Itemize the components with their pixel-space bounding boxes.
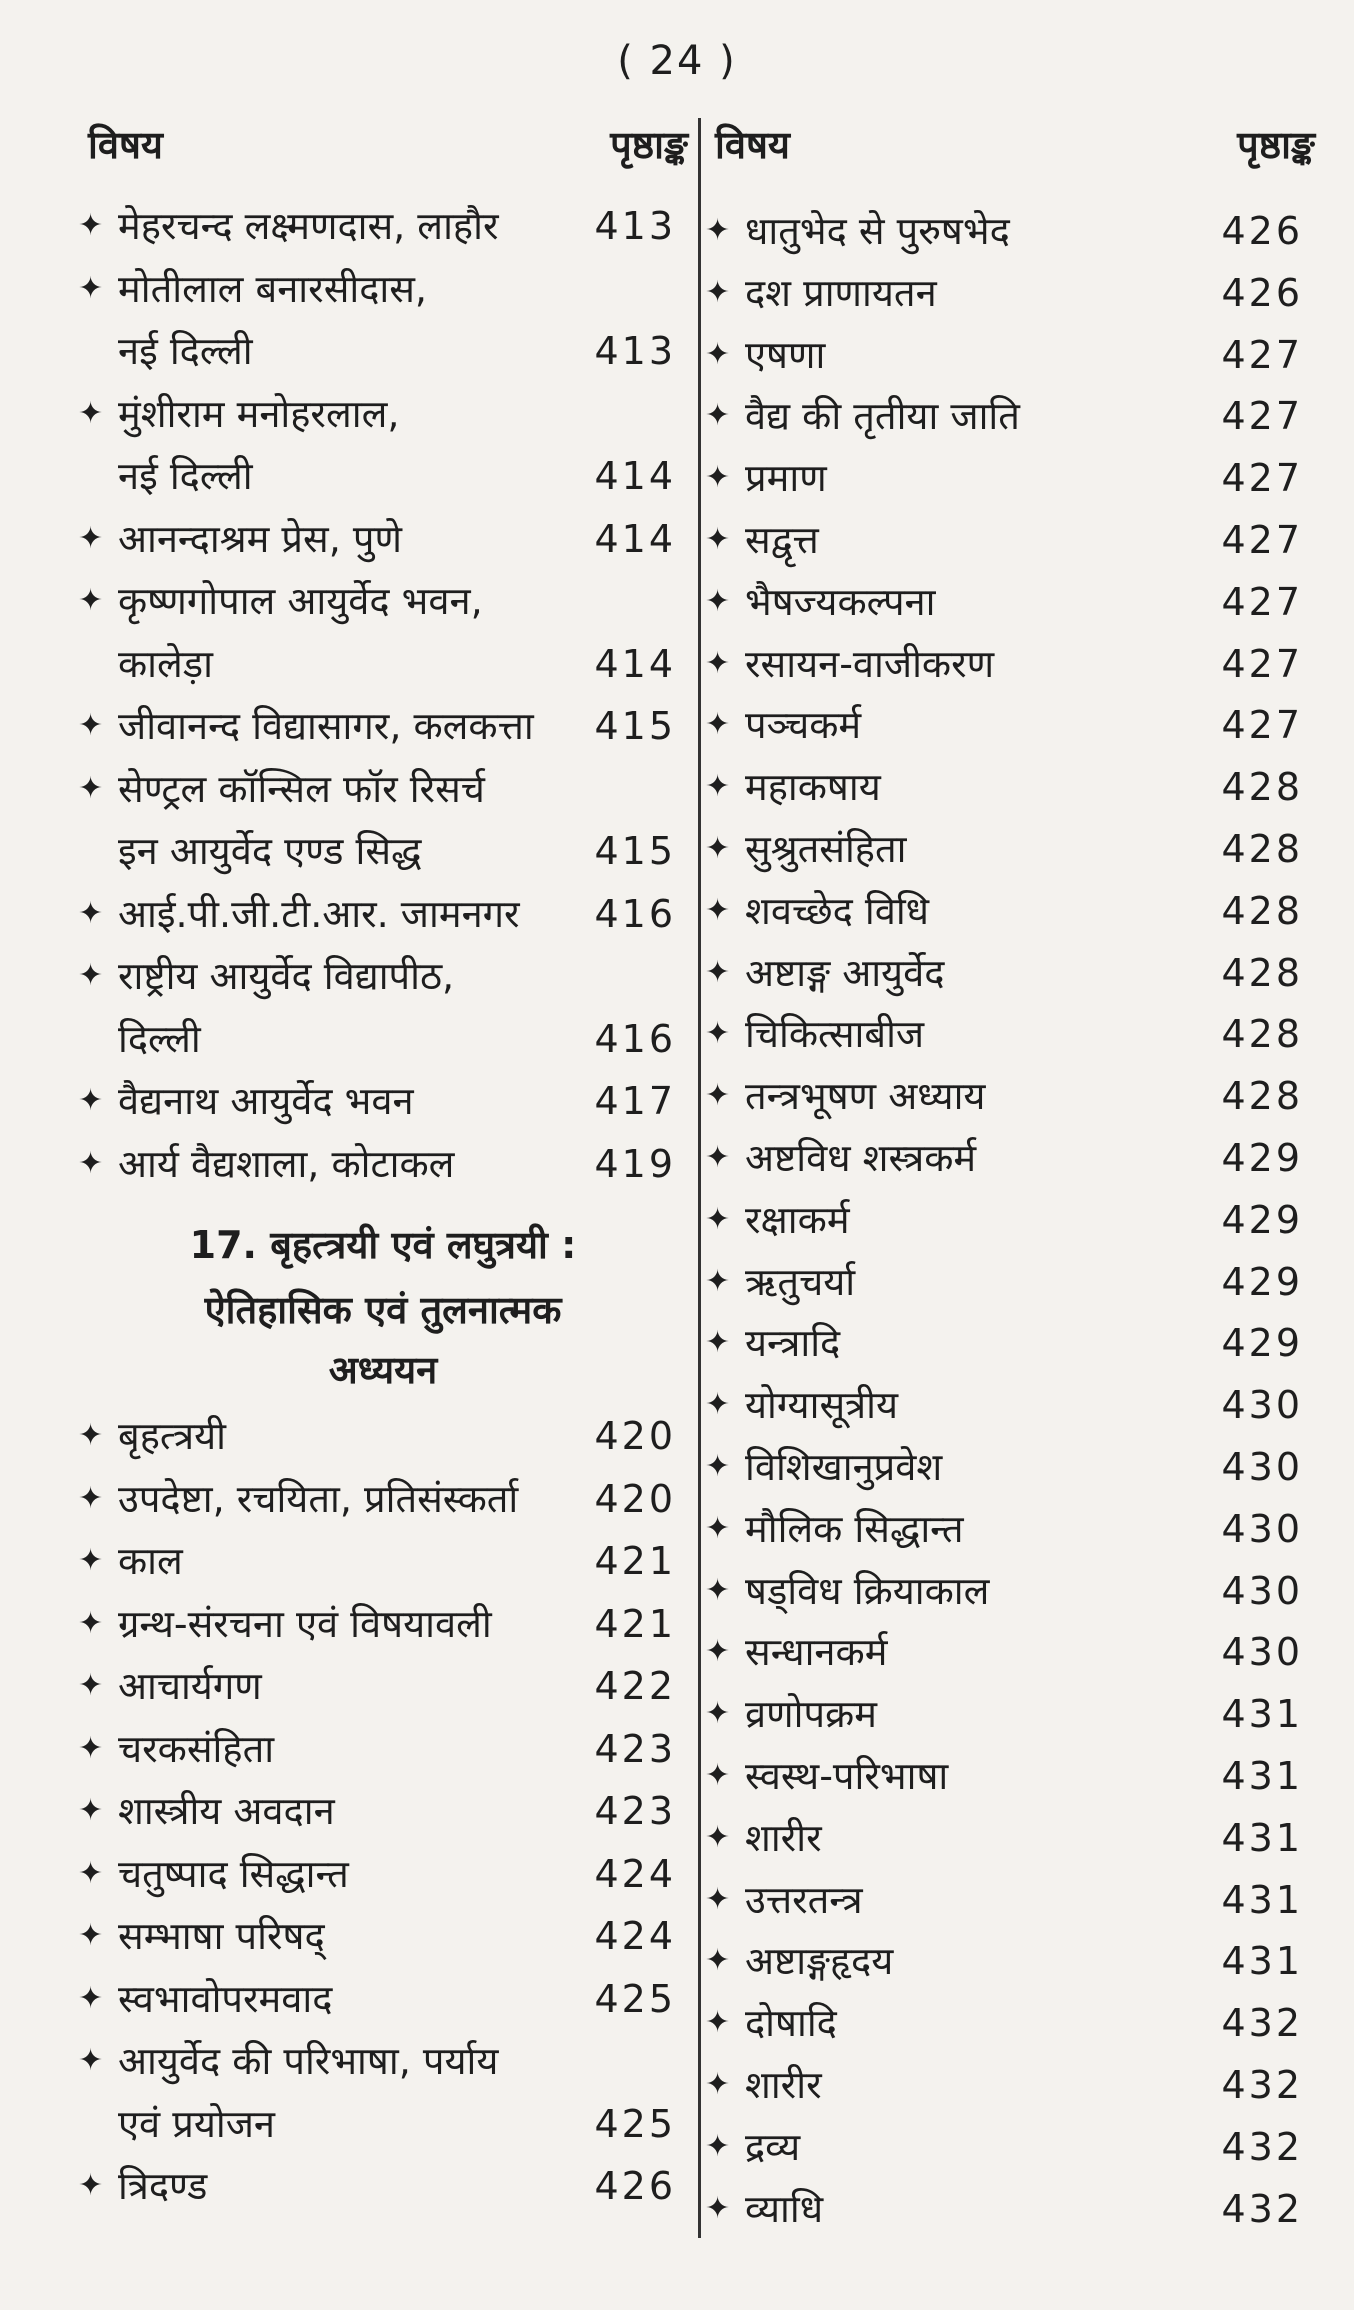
entry-title: तन्त्रभूषण अध्याय (745, 1074, 986, 1119)
index-entry (705, 1930, 1315, 1992)
entry-title: सेण्ट्रल कॉन्सिल फॉर रिसर्च (118, 766, 485, 811)
index-entry (705, 2116, 1315, 2178)
index-entry (705, 1003, 1315, 1065)
entry-page-number: 421 (594, 1539, 676, 1583)
bullet-icon: ✦ (705, 831, 731, 866)
page-heading: पृष्ठाङ्क (1237, 123, 1315, 167)
index-entry (705, 1498, 1315, 1560)
index-entry (705, 1189, 1315, 1251)
bullet-icon: ✦ (705, 1881, 731, 1917)
bullet-icon: ✦ (78, 1480, 104, 1516)
bullet-icon: ✦ (78, 1855, 104, 1891)
entry-title: धातुभेद से पुरुषभेद (745, 209, 1010, 253)
bullet-icon: ✦ (78, 395, 104, 431)
entry-title: द्रव्य (745, 2124, 801, 2169)
entry-page-number: 414 (594, 454, 676, 498)
bullet-icon: ✦ (78, 895, 104, 931)
index-entry (78, 1968, 688, 2030)
bullet-icon: ✦ (78, 583, 104, 618)
index-entry (705, 1374, 1315, 1436)
entry-title: वैद्यनाथ आयुर्वेद भवन (118, 1079, 414, 1123)
entry-page-number: 427 (1221, 703, 1303, 748)
entry-page-number: 427 (1221, 332, 1303, 377)
entry-title: व्याधि (745, 2186, 824, 2231)
entry-page-number: 427 (1221, 456, 1303, 501)
entry-title: उपदेष्टा, रचयिता, प्रतिसंस्कर्ता (118, 1476, 519, 1521)
bullet-icon: ✦ (78, 1605, 104, 1641)
left-column-header (78, 118, 688, 174)
entry-page-number: 427 (1221, 579, 1303, 624)
index-entry (705, 1436, 1315, 1498)
entry-page-number: 427 (1221, 518, 1303, 562)
entry-title: सुश्रुतसंहिता (745, 827, 907, 871)
entry-title: मुंशीराम मनोहरलाल, (118, 391, 400, 436)
entry-title: मेहरचन्द लक्ष्मणदास, लाहौर (118, 204, 499, 248)
entry-title: रसायन-वाजीकरण (745, 641, 995, 686)
entry-page-number: 430 (1221, 1445, 1303, 1489)
entry-title: रक्षाकर्म (745, 1197, 850, 1242)
entry-title: योग्यासूत्रीय (745, 1383, 898, 1428)
index-entry (78, 1593, 688, 1655)
entry-title: चरकसंहिता (118, 1726, 275, 1771)
bullet-icon: ✦ (705, 1634, 731, 1670)
bullet-icon: ✦ (705, 1510, 731, 1546)
entry-title: महाकषाय (745, 765, 881, 810)
bullet-icon: ✦ (78, 958, 104, 993)
entry-page-number: 427 (1221, 394, 1303, 439)
index-entry (78, 820, 688, 882)
entry-title: प्रमाण (745, 456, 827, 501)
entry-title: आर्य वैद्यशाला, कोटाकल (118, 1141, 455, 1186)
entry-title: अष्टाङ्ग आयुर्वेद (745, 950, 945, 995)
index-entry (78, 383, 688, 445)
entry-title: राष्ट्रीय आयुर्वेद विद्यापीठ, (118, 954, 455, 998)
entry-title: मोतीलाल बनारसीदास, (118, 266, 428, 311)
index-entry (78, 883, 688, 945)
page-number: ( 24 ) (617, 38, 737, 84)
entry-page-number: 413 (594, 329, 676, 373)
entry-page-number: 430 (1221, 1568, 1303, 1613)
index-entry (705, 571, 1315, 633)
index-entry (78, 695, 688, 757)
entry-page-number: 430 (1221, 1383, 1303, 1428)
entry-page-number: 431 (1221, 1877, 1303, 1922)
index-entry (705, 1312, 1315, 1374)
entry-page-number: 413 (594, 204, 676, 248)
index-entry (78, 1133, 688, 1195)
entry-page-number: 414 (594, 641, 676, 686)
entry-page-number: 429 (1221, 1259, 1303, 1304)
bullet-icon: ✦ (705, 1201, 731, 1237)
index-entry (705, 1560, 1315, 1622)
index-entry (705, 1065, 1315, 1127)
index-entry (78, 1905, 688, 1967)
bullet-icon: ✦ (705, 645, 731, 681)
index-entry (78, 508, 688, 570)
entry-page-number: 432 (1221, 2186, 1303, 2231)
index-entry (705, 385, 1315, 447)
entry-page-number: 430 (1221, 1630, 1303, 1675)
entry-title: जीवानन्द विद्यासागर, कलकत्ता (118, 704, 534, 748)
index-entry (705, 200, 1315, 262)
entry-page-number: 419 (594, 1141, 676, 1186)
column-divider (698, 118, 701, 2238)
entry-page-number: 426 (594, 2164, 676, 2208)
bullet-icon: ✦ (705, 1263, 731, 1299)
bullet-icon: ✦ (705, 1449, 731, 1484)
index-entry (705, 756, 1315, 818)
bullet-icon: ✦ (705, 2190, 731, 2226)
entry-title: सन्धानकर्म (745, 1630, 888, 1675)
right-column-header (705, 118, 1315, 174)
index-entry (705, 633, 1315, 695)
entry-title: आनन्दाश्रम प्रेस, पुणे (118, 516, 402, 561)
entry-title: चिकित्साबीज (745, 1012, 925, 1057)
bullet-icon: ✦ (705, 1819, 731, 1855)
entry-title: सम्भाषा परिषद् (118, 1914, 325, 1958)
index-entry (78, 1468, 688, 1530)
entry-title: स्वभावोपरमवाद (118, 1976, 333, 2021)
bullet-icon: ✦ (705, 1758, 731, 1793)
entry-page-number: 428 (1221, 827, 1303, 871)
index-entry (705, 694, 1315, 756)
entry-page-number: 427 (1221, 641, 1303, 686)
entry-page-number: 414 (594, 516, 676, 561)
entry-page-number: 429 (1221, 1197, 1303, 1242)
entry-title: यन्त्रादि (745, 1321, 841, 1366)
entry-page-number: 428 (1221, 765, 1303, 810)
index-entry (78, 1780, 688, 1842)
entry-page-number: 416 (594, 891, 676, 936)
section-title-line-2: ऐतिहासिक एवं तुलनात्मक (204, 1288, 562, 1332)
bullet-icon: ✦ (705, 769, 731, 805)
page-heading: पृष्ठाङ्क (610, 123, 688, 167)
entry-page-number: 428 (1221, 888, 1303, 933)
entry-title: मौलिक सिद्धान्त (745, 1506, 964, 1551)
bullet-icon: ✦ (705, 460, 731, 496)
bullet-icon: ✦ (78, 1730, 104, 1766)
bullet-icon: ✦ (705, 1140, 731, 1175)
index-entry (705, 1127, 1315, 1189)
index-entry (78, 2093, 688, 2155)
entry-page-number: 428 (1221, 950, 1303, 995)
entry-page-number: 426 (1221, 270, 1303, 315)
bullet-icon: ✦ (705, 892, 731, 928)
index-entry (78, 633, 688, 695)
entry-title: कृष्णगोपाल आयुर्वेद भवन, (118, 579, 483, 623)
index-entry (705, 942, 1315, 1004)
entry-page-number: 432 (1221, 2063, 1303, 2107)
entry-page-number: 431 (1221, 1692, 1303, 1737)
entry-title: वैद्य की तृतीया जाति (745, 394, 1020, 439)
bullet-icon: ✦ (78, 1980, 104, 2016)
index-entry (78, 945, 688, 1007)
entry-page-number: 432 (1221, 2001, 1303, 2046)
index-entry (78, 258, 688, 320)
entry-title: उत्तरतन्त्र (745, 1877, 863, 1922)
entry-title: शवच्छेद विधि (745, 888, 930, 933)
section-title-line-1: 17. बृहत्त्रयी एवं लघुत्रयी : (189, 1223, 577, 1267)
index-entry (78, 1070, 688, 1132)
entry-title: दिल्ली (118, 1016, 201, 1061)
entry-page-number: 431 (1221, 1754, 1303, 1798)
entry-page-number: 420 (594, 1476, 676, 1521)
index-entry (705, 1869, 1315, 1931)
entry-title: आई.पी.जी.टी.आर. जामनगर (118, 891, 520, 936)
index-entry (705, 2054, 1315, 2116)
bullet-icon: ✦ (705, 954, 731, 990)
entry-title: ऋतुचर्या (745, 1259, 856, 1304)
index-entry (78, 320, 688, 382)
entry-page-number: 415 (594, 704, 676, 748)
bullet-icon: ✦ (705, 336, 731, 372)
bullet-icon: ✦ (78, 270, 104, 306)
index-entry (78, 1008, 688, 1070)
entry-page-number: 426 (1221, 209, 1303, 253)
index-entry (78, 1655, 688, 1717)
bullet-icon: ✦ (705, 1696, 731, 1732)
entry-page-number: 431 (1221, 1815, 1303, 1860)
left-column (78, 0, 688, 2310)
bullet-icon: ✦ (705, 2067, 731, 2102)
index-entry (705, 880, 1315, 942)
entry-title: भैषज्यकल्पना (745, 579, 936, 624)
bullet-icon: ✦ (78, 1543, 104, 1578)
bullet-icon: ✦ (705, 1572, 731, 1608)
entry-title: इन आयुर्वेद एण्ड सिद्ध (118, 829, 422, 873)
section-title-line-3: अध्ययन (328, 1348, 438, 1392)
index-entry (78, 758, 688, 820)
bullet-icon: ✦ (78, 2168, 104, 2203)
bullet-icon: ✦ (705, 1325, 731, 1361)
entry-title: बृहत्त्रयी (118, 1414, 226, 1458)
bullet-icon: ✦ (705, 213, 731, 248)
entry-page-number: 428 (1221, 1012, 1303, 1057)
bullet-icon: ✦ (705, 1943, 731, 1979)
bullet-icon: ✦ (705, 2005, 731, 2041)
entry-title: आचार्यगण (118, 1664, 262, 1708)
bullet-icon: ✦ (78, 1083, 104, 1118)
bullet-icon: ✦ (78, 708, 104, 743)
entry-title: सद्वृत्त (745, 518, 819, 562)
entry-title: ग्रन्थ-संरचना एवं विषयावली (118, 1601, 492, 1646)
bullet-icon: ✦ (78, 520, 104, 556)
entry-title: चतुष्पाद सिद्धान्त (118, 1851, 349, 1896)
entry-title: अष्टविध शस्त्रकर्म (745, 1136, 977, 1180)
index-entry (78, 1843, 688, 1905)
bullet-icon: ✦ (705, 583, 731, 619)
entry-title: विशिखानुप्रवेश (745, 1445, 943, 1489)
index-entry (705, 1807, 1315, 1869)
bullet-icon: ✦ (78, 2043, 104, 2078)
entry-page-number: 428 (1221, 1074, 1303, 1119)
entry-title: शारीर (745, 1815, 822, 1860)
bullet-icon: ✦ (78, 1145, 104, 1181)
index-entry (705, 447, 1315, 509)
index-entry (705, 2178, 1315, 2240)
bullet-icon: ✦ (705, 1387, 731, 1423)
entry-title: आयुर्वेद की परिभाषा, पर्याय (118, 2039, 499, 2083)
index-entry (78, 195, 688, 257)
index-entry (705, 1621, 1315, 1683)
bullet-icon: ✦ (78, 208, 104, 243)
entry-page-number: 431 (1221, 1939, 1303, 1984)
index-entry (705, 1683, 1315, 1745)
entry-title: स्वस्थ-परिभाषा (745, 1754, 949, 1798)
index-entry (705, 262, 1315, 324)
entry-title: व्रणोपक्रम (745, 1692, 877, 1737)
bullet-icon: ✦ (705, 274, 731, 310)
entry-title: पञ्चकर्म (745, 703, 862, 748)
entry-title: नई दिल्ली (118, 329, 253, 373)
index-entry (705, 1992, 1315, 2054)
bullet-icon: ✦ (705, 1078, 731, 1114)
entry-page-number: 424 (594, 1851, 676, 1896)
entry-page-number: 425 (594, 1976, 676, 2021)
entry-page-number: 420 (594, 1414, 676, 1458)
bullet-icon: ✦ (78, 1793, 104, 1828)
bullet-icon: ✦ (78, 770, 104, 806)
entry-page-number: 423 (594, 1726, 676, 1771)
entry-title: एषणा (745, 332, 826, 377)
entry-page-number: 429 (1221, 1321, 1303, 1366)
entry-page-number: 429 (1221, 1136, 1303, 1180)
index-entry (78, 1530, 688, 1592)
index-entry (78, 570, 688, 632)
entry-page-number: 421 (594, 1601, 676, 1646)
entry-page-number: 424 (594, 1914, 676, 1958)
entry-title: नई दिल्ली (118, 454, 253, 498)
index-entry (78, 2155, 688, 2217)
entry-title: दोषादि (745, 2001, 837, 2046)
index-entry (705, 509, 1315, 571)
bullet-icon: ✦ (705, 2128, 731, 2164)
index-entry (705, 1745, 1315, 1807)
bullet-icon: ✦ (78, 1418, 104, 1453)
index-entry (705, 324, 1315, 386)
index-entry (705, 1251, 1315, 1313)
entry-page-number: 422 (594, 1664, 676, 1708)
bullet-icon: ✦ (705, 522, 731, 557)
entry-page-number: 416 (594, 1016, 676, 1061)
entry-title: शास्त्रीय अवदान (118, 1789, 335, 1833)
entry-page-number: 423 (594, 1789, 676, 1833)
index-entry (78, 1718, 688, 1780)
entry-page-number: 417 (594, 1079, 676, 1123)
entry-page-number: 432 (1221, 2124, 1303, 2169)
entry-page-number: 425 (594, 2101, 676, 2146)
entry-title: शारीर (745, 2063, 822, 2107)
index-entry (78, 1405, 688, 1467)
bullet-icon: ✦ (705, 398, 731, 434)
entry-page-number: 430 (1221, 1506, 1303, 1551)
index-entry (78, 2030, 688, 2092)
entry-title: षड्विध क्रियाकाल (745, 1568, 990, 1613)
entry-title: काल (118, 1539, 183, 1583)
bullet-icon: ✦ (705, 707, 731, 743)
subject-heading: विषय (88, 123, 163, 167)
bullet-icon: ✦ (78, 1668, 104, 1703)
entry-title: दश प्राणायतन (745, 270, 937, 315)
entry-title: कालेड़ा (118, 641, 213, 686)
right-column (705, 0, 1315, 2310)
index-entry (78, 445, 688, 507)
subject-heading: विषय (715, 123, 790, 167)
entry-page-number: 415 (594, 829, 676, 873)
index-entry (705, 818, 1315, 880)
bullet-icon: ✦ (78, 1918, 104, 1953)
entry-title: एवं प्रयोजन (118, 2101, 276, 2146)
entry-title: अष्टाङ्गहृदय (745, 1939, 894, 1984)
bullet-icon: ✦ (705, 1016, 731, 1052)
entry-title: त्रिदण्ड (118, 2164, 208, 2208)
